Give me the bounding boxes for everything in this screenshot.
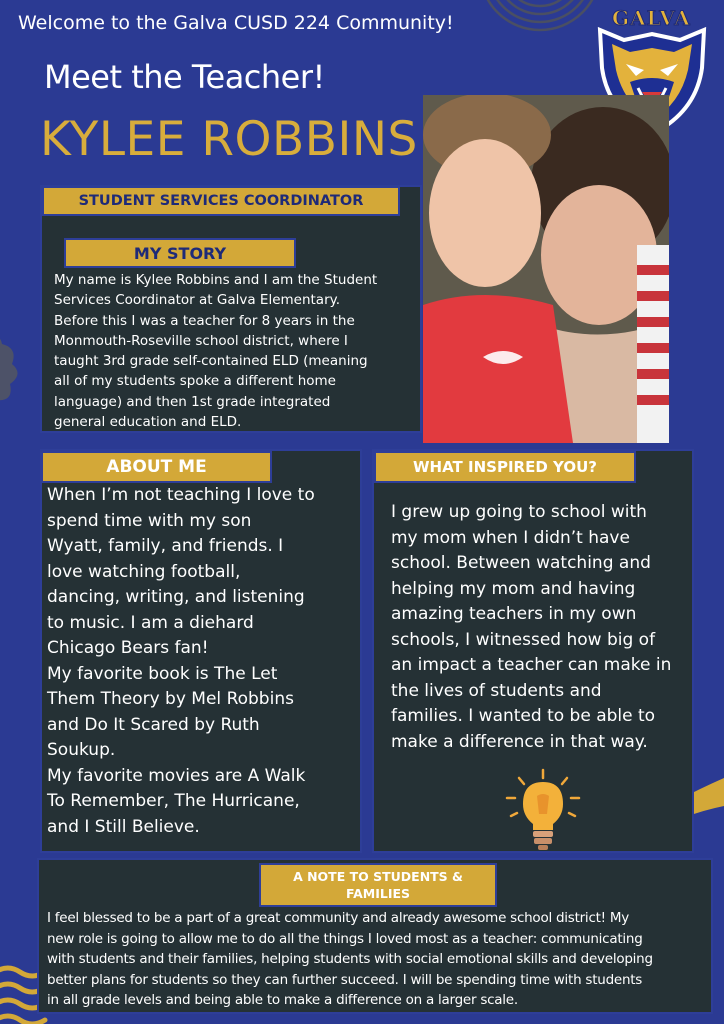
inspired-line: an impact a teacher can make in [391, 655, 672, 675]
note-heading-line: FAMILIES [345, 886, 411, 901]
about-me-line: To Remember, The Hurricane, [47, 791, 300, 811]
my-story-line: Services Coordinator at Galva Elementary. [54, 292, 340, 309]
about-me-line: Soukup. [47, 740, 116, 760]
about-me-line: Chicago Bears fan! [47, 638, 209, 658]
inspired-line: make a difference in that way. [391, 731, 648, 752]
about-me-heading: ABOUT ME [41, 451, 272, 483]
my-story-line: Before this I was a teacher for 8 years in the [54, 312, 355, 329]
my-story-line: Monmouth-Roseville school district, where I [54, 332, 348, 349]
my-story-heading: MY STORY [64, 238, 296, 268]
note-text [47, 908, 713, 1011]
note-heading [259, 863, 497, 907]
about-me-line: and Do It Scared by Ruth [47, 714, 260, 735]
inspired-line: the lives of students and [391, 680, 602, 701]
inspired-text [391, 500, 689, 755]
inspired-line: I grew up going to school with [391, 502, 647, 522]
about-me-line: When I’m not teaching I love to [47, 485, 315, 505]
decorative-gear-shape [0, 330, 26, 410]
my-story-line: general education and ELD. [54, 414, 242, 431]
note-line: in all grade levels and being able to make a difference on a larger scale. [47, 992, 518, 1009]
meet-the-teacher-title: Meet the Teacher! [44, 58, 325, 96]
about-me-line: My favorite book is The Let [47, 663, 278, 684]
inspired-line: schools, I witnessed how big of [391, 629, 656, 650]
role-title: STUDENT SERVICES COORDINATOR [42, 186, 400, 216]
note-line: I feel blessed to be a part of a great community and already awesome school district! My [47, 910, 629, 926]
about-me-line: Them Theory by Mel Robbins [47, 689, 294, 709]
about-me-text [47, 483, 359, 840]
about-me-line: My favorite movies are A Walk [47, 765, 306, 786]
about-me-line: to music. I am a diehard [47, 612, 254, 633]
teacher-photo [423, 95, 669, 443]
about-me-line: love watching football, [47, 561, 241, 582]
inspired-line: families. I wanted to be able to [391, 706, 656, 726]
my-story-line: language) and then 1st grade integrated [54, 393, 331, 410]
my-story-line: all of my students spoke a different home [54, 373, 336, 390]
welcome-banner: Welcome to the Galva CUSD 224 Community! [18, 12, 454, 34]
inspired-line: amazing teachers in my own [391, 604, 637, 624]
lightbulb-icon [505, 768, 581, 852]
inspired-line: my mom when I didn’t have [391, 527, 630, 548]
about-me-line: and I Still Believe. [47, 816, 200, 837]
inspired-line: helping my mom and having [391, 578, 636, 599]
inspired-line: school. Between watching and [391, 553, 651, 573]
note-line: with students and their families, helping students with social emotional skills and developing [47, 951, 653, 968]
about-me-line: spend time with my son [47, 510, 252, 531]
my-story-line: taught 3rd grade self-contained ELD (meaning [54, 353, 368, 370]
my-story-line: My name is Kylee Robbins and I am the Student [54, 272, 378, 288]
logo-text: GALVA [612, 6, 691, 30]
about-me-line: dancing, writing, and listening [47, 587, 305, 607]
note-line: better plans for students so they can further succeed. I will be spending time with students [47, 971, 643, 988]
note-heading-line: A NOTE TO STUDENTS & [293, 869, 463, 884]
teacher-name: KYLEE ROBBINS [40, 112, 418, 167]
about-me-line: Wyatt, family, and friends. I [47, 536, 284, 556]
note-line: new role is going to allow me to do all the things I loved most as a teacher: communicating [47, 930, 643, 947]
my-story-text [54, 270, 416, 432]
teacher-and-son-photo [423, 95, 669, 443]
inspired-heading: WHAT INSPIRED YOU? [374, 451, 636, 483]
